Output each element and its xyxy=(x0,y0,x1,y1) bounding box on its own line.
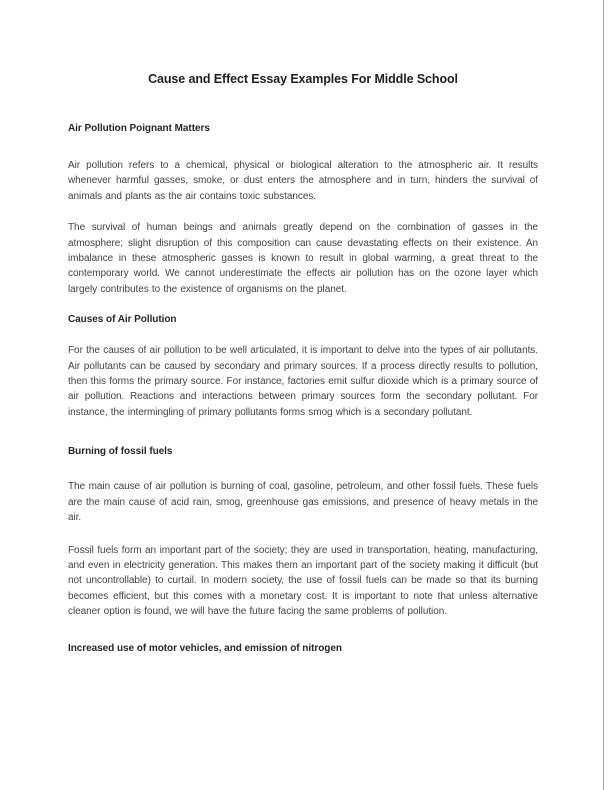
paragraph-main-cause-fossil-fuels: The main cause of air pollution is burning of coal, gasoline, petroleum, and other fossil fuels. These fuels are the main cause of acid rain, smog, greenhouse gas emissions, and presence of heavy metals in the air. xyxy=(68,481,538,524)
section-heading-air-pollution-poignant-matters: Air Pollution Poignant Matters xyxy=(68,123,210,134)
document-title: Cause and Effect Essay Examples For Middle School xyxy=(148,72,458,86)
paragraph-fossil-fuels-society: Fossil fuels form an important part of the society; they are used in transportation, heating, manufacturing, and even in electricity generation. This makes them an important part of the society making it difficult (but not uncontrollable) to curtail. In modern society, the use of fossil fuels can be made so that its burning becomes efficient, but this comes with a monetary cost. It is important to note that unless alternative cleaner option is found, we will have the future facing the same problems of pollution. xyxy=(68,544,538,618)
page-edge-line xyxy=(603,0,604,790)
paragraph-air-pollution-definition: Air pollution refers to a chemical, physical or biological alteration to the atmospheric air. It results whenever harmful gasses, smoke, or dust enters the atmosphere and in turn, hinders the survival of animals and plants as the air contains toxic substances. xyxy=(68,160,538,202)
section-heading-motor-vehicles-nitrogen: Increased use of motor vehicles, and emission of nitrogen xyxy=(68,642,342,654)
paragraph-survival-gasses: The survival of human beings and animals greatly depend on the combination of gasses in the atmosphere; slight disruption of this composition can cause devastating effects on their existence. An imbalance in these atmospheric gasses is known to result in global warming, a great threat to the contemporary world. We cannot underestimate the effects air pollution has on the ozone layer which largely contributes to the existence of organisms on the planet. xyxy=(68,222,538,295)
section-heading-burning-of-fossil-fuels: Burning of fossil fuels xyxy=(68,446,173,458)
paragraph-types-of-pollutants: For the causes of air pollution to be well articulated, it is important to delve into the types of air pollutants. Air pollutants can be caused by secondary and primary sources. If a process directly results to pollution, then this forms the primary source. For instance, factories emit sulfur dioxide which is a primary source of air pollution. Reactions and interactions between primary sources form the secondary pollutant. For instance, the intermingling of primary pollutants forms smog which is a secondary pollutant. xyxy=(68,345,538,418)
section-heading-causes-of-air-pollution: Causes of Air Pollution xyxy=(68,314,177,326)
